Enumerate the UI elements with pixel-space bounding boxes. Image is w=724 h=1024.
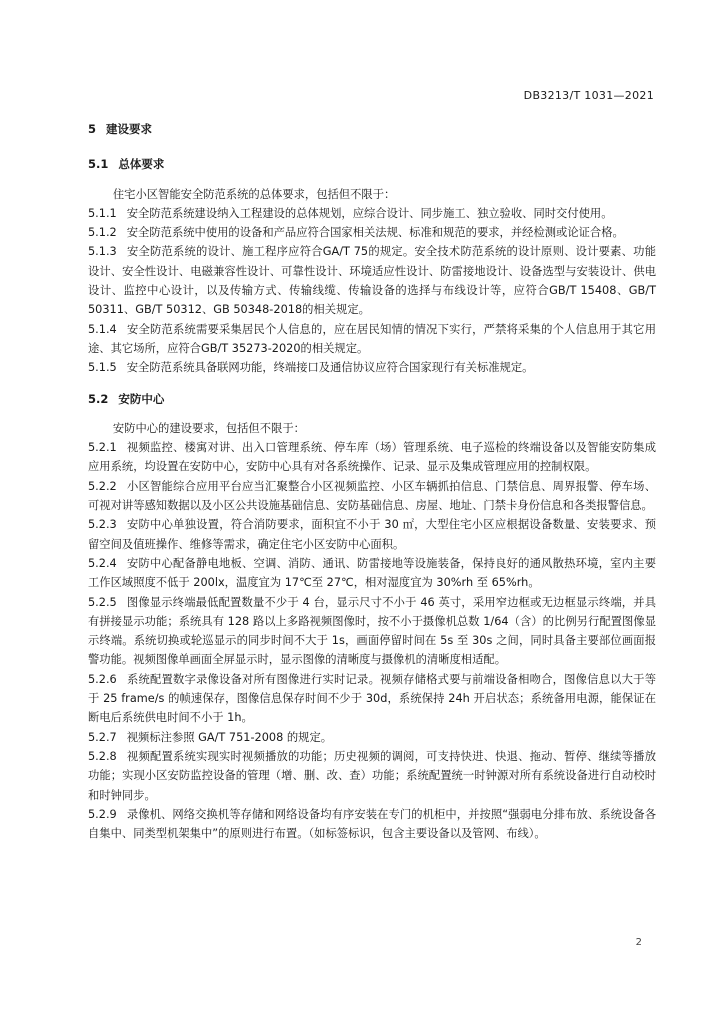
clause [88,477,656,516]
clause [88,438,656,477]
clause [88,728,656,747]
clause [88,223,656,242]
document-code: DB3213/T 1031—2021 [523,89,654,102]
page-number: 2 [635,937,642,948]
clause-text: 安全防范系统的设计、施工程序应符合GA/T 75的规定。安全技术防范系统的设计原则、设计要素、功能设计、安全性设计、电磁兼容性设计、可靠性设计、环境适应性设计、防雷接地设计、设备选型与安装设计、供电设计、监控中心设计，以及传输方式、传输线缆、传输设备的选择与布线设计等，应符合GB/T 15408、GB/T 50311、GB/T 50312、GB 50348-2018的相关规定。 [88,245,656,317]
section-5-heading [88,120,656,139]
clause-text: 视频标注参照 GA/T 751-2008 的规定。 [126,730,333,744]
clause-number: 5.2.2 [88,479,117,493]
section-5-1-heading [88,155,656,174]
clause [88,670,656,728]
clause-number: 5.1.4 [88,322,117,336]
clause [88,554,656,593]
clause [88,204,656,223]
clause-number: 5.2.1 [88,441,117,455]
clause-number: 5.2.4 [88,556,117,570]
clause-text: 图像显示终端最低配置数量不少于 4 台，显示尺寸不小于 46 英寸，采用窄边框或无边框显示终端，并具有拼接显示功能；系统具有 128 路以上多路视频图像时，按不小于摄像机总数 1/64（含）的比例另行配置图像显示终端。系统切换或轮巡显示的同步时间不大于 1s，画面停留时间在 5s 至 30s 之间，同时具备主要部位画面报警功能。视频图像单画面全屏显示时，显示图像的清晰度与摄像机的清晰度相适配。 [88,595,656,667]
section-title: 建设要求 [106,122,153,136]
clause-text: 安全防范系统具备联网功能，终端接口及通信协议应符合国家现行有关标准规定。 [126,361,534,375]
clause-number: 5.2.6 [88,672,117,686]
clause-number: 5.1.2 [88,226,117,240]
clause-number: 5.2.8 [88,749,117,763]
clause-text: 安防中心单独设置，符合消防要求，面积宜不小于 30 ㎡，大型住宅小区应根据设备数量、安装要求、预留空间及值班操作、维修等需求，确定住宅小区安防中心面积。 [88,518,656,551]
clause [88,593,656,670]
section-5-2-heading [88,390,656,409]
clause [88,320,656,359]
clause-text: 小区智能综合应用平台应当汇聚整合小区视频监控、小区车辆抓拍信息、门禁信息、周界报警、停车场、可视对讲等感知数据以及小区公共设施基础信息、安防基础信息、房屋、地址、门禁卡身份信息和各类报警信息。 [88,479,656,513]
clause-text: 视频配置系统实现实时视频播放的功能；历史视频的调阅，可支持快进、快退、拖动、暂停、继续等播放功能；实现小区安防监控设备的管理（增、删、改、查）功能；系统配置统一时钟源对所有系统设备进行自动校时和时钟同步。 [88,749,656,802]
clause-number: 5.2.9 [88,807,117,821]
clause-number: 5.1.1 [88,206,117,220]
section-intro: 安防中心的建设要求，包括但不限于： [112,421,305,435]
clause-text: 视频监控、楼寓对讲、出入口管理系统、停车库（场）管理系统、电子巡检的终端设备以及智能安防集成应用系统，均设置在安防中心，安防中心具有对各系统操作、记录、显示及集成管理应用的控制权限。 [88,441,656,474]
clause-text: 系统配置数字录像设备对所有图像进行实时记录。视频存储格式要与前端设备相吻合，图像信息以大于等于 25 frame/s 的帧速保存，图像信息保存时间不少于 30d，系统保持 24h 开启状态；系统备用电源，能保证在断电后系统供电时间不小于 1h。 [88,672,656,725]
clause-number: 5.2.5 [88,595,117,609]
clause-number: 5.2.7 [88,730,117,744]
section-number: 5.1 [88,157,109,172]
clause-number: 5.2.3 [88,518,117,532]
section-number: 5 [88,122,97,136]
clause [88,358,656,377]
clause-text: 安全防范系统建设纳入工程建设的总体规划，应综合设计、同步施工、独立验收、同时交付使用。 [126,206,613,220]
clause-number: 5.1.3 [88,245,117,259]
clause-number: 5.1.5 [88,361,117,375]
clause [88,242,656,319]
section-title: 安防中心 [118,391,165,406]
clause [88,805,656,844]
clause-text: 安全防范系统中使用的设备和产品应符合国家相关法规、标准和规范的要求，并经检测或论证合格。 [126,226,624,240]
section-intro: 住宅小区智能安全防范系统的总体要求，包括但不限于： [112,187,396,201]
clause-text: 安全防范系统需要采集居民个人信息的，应在居民知情的情况下实行，严禁将采集的个人信息用于其它用途、其它场所，应符合GB/T 35273-2020的相关规定。 [88,322,656,355]
clause [88,747,656,805]
clause-text: 安防中心配备静电地板、空调、消防、通讯、防雷接地等设施装备，保持良好的通风散热环境，室内主要工作区域照度不低于 200lx，温度宜为 17℃至 27℃，相对湿度宜为 30%rh 至 65%rh。 [88,556,656,590]
clause [88,515,656,554]
document-body [88,120,656,843]
clause-text: 录像机、网络交换机等存储和网络设备均有序安装在专门的机柜中，并按照“强弱电分排布放、系统设备各自集中、同类型机架集中”的原则进行布置。（如标签标识，包含主要设备以及管网、布线）。 [88,807,656,841]
section-title: 总体要求 [118,157,165,172]
section-number: 5.2 [88,391,109,406]
